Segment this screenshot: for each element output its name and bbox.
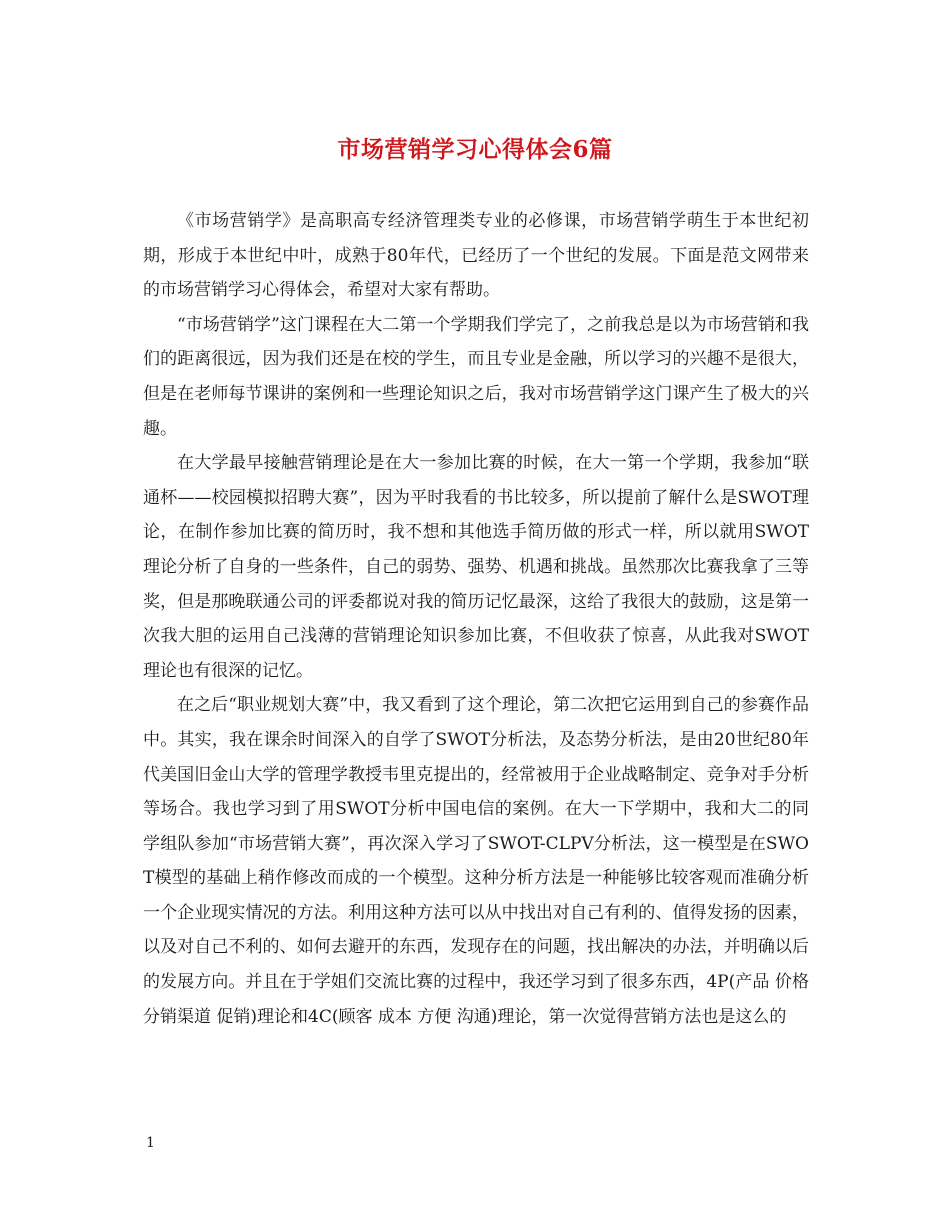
paragraph-3: 在大学最早接触营销理论是在大一参加比赛的时候，在大一第一个学期，我参加“联通杯——校园模拟招聘大赛”，因为平时我看的书比较多，所以提前了解什么是SWOT理论，在制作参加比赛的简历时，我不想和其他选手简历做的形式一样，所以就用SWOT理论分析了自身的一些条件，自己的弱势、强势、机遇和挑战。虽然那次比赛我拿了三等奖，但是那晚联通公司的评委都说对我的简历记忆最深，这给了我很大的鼓励，这是第一次我大胆的运用自己浅薄的营销理论知识参加比赛，不但收获了惊喜，从此我对SWOT理论也有很深的记忆。: [143, 453, 809, 681]
paragraph-2: “市场营销学”这门课程在大二第一个学期我们学完了，之前我总是以为市场营销和我们的距离很远，因为我们还是在校的学生，而且专业是金融，所以学习的兴趣不是很大，但是在老师每节课讲的案例和一些理论知识之后，我对市场营销学这门课产生了极大的兴趣。: [143, 314, 809, 439]
document-body: [143, 204, 809, 1034]
paragraph-4: 在之后“职业规划大赛”中，我又看到了这个理论，第二次把它运用到自己的参赛作品中。其实，我在课余时间深入的自学了SWOT分析法，及态势分析法，是由20世纪80年代美国旧金山大学的管理学教授韦里克提出的，经常被用于企业战略制定、竞争对手分析等场合。我也学习到了用SWOT分析中国电信的案例。在大一下学期中，我和大二的同学组队参加“市场营销大赛”，再次深入学习了SWOT-CLPV分析法，这一模型是在SWOT模型的基础上稍作修改而成的一个模型。这种分析方法是一种能够比较客观而准确分析一个企业现实情况的方法。利用这种方法可以从中找出对自己有利的、值得发扬的因素，以及对自己不利的、如何去避开的东西，发现存在的问题，找出解决的办法，并明确以后的发展方向。并且在于学姐们交流比赛的过程中，我还学习到了很多东西，4P(产品 价格 分销渠道 促销)理论和4C(顾客 成本 方便 沟通)理论，第一次觉得营销方法也是这么的: [143, 695, 809, 1027]
paragraph-1: 《市场营销学》是高职高专经济管理类专业的必修课，市场营销学萌生于本世纪初期，形成于本世纪中叶，成熟于80年代，已经历了一个世纪的发展。下面是范文网带来的市场营销学习心得体会，希望对大家有帮助。: [143, 211, 809, 301]
document-title: 市场营销学习心得体会6篇: [337, 136, 613, 163]
page-number: 1: [146, 1135, 155, 1151]
